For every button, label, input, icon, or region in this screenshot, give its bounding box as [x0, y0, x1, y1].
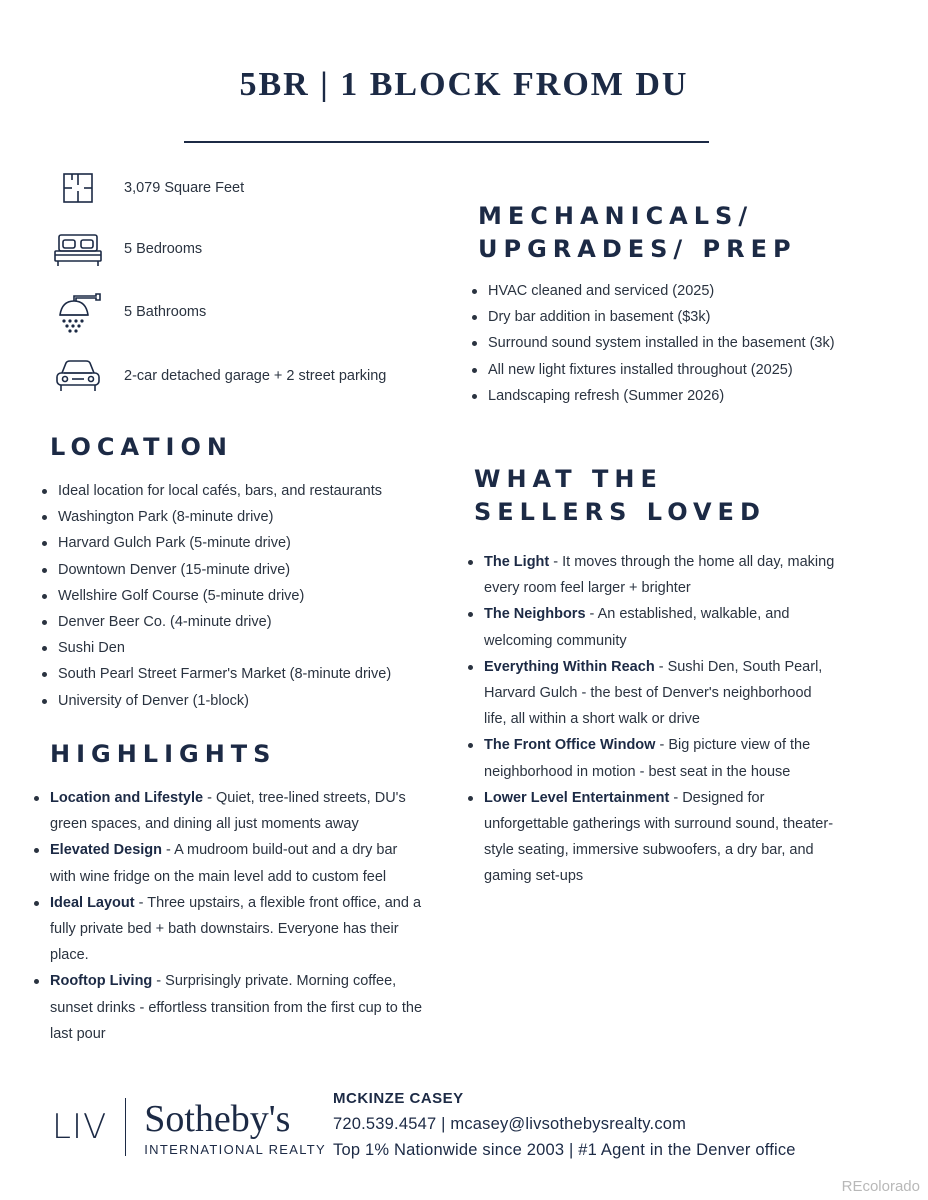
list-item: Dry bar addition in basement ($3k)	[470, 304, 910, 330]
logo-sothebys-block	[144, 1098, 326, 1157]
list-item	[466, 785, 838, 890]
agent-contact: 720.539.4547 | mcasey@livsothebysrealty.com	[333, 1115, 687, 1133]
item-title: Elevated Design	[50, 842, 163, 859]
list-item: Ideal location for local cafés, bars, and restaurants	[40, 478, 440, 504]
list-item	[466, 549, 838, 601]
item-text: - It moves through the home all day, making every room feel larger + brighter	[484, 554, 835, 597]
item-title: Rooftop Living	[50, 973, 153, 990]
item-title: The Front Office Window	[484, 737, 656, 754]
agent-tagline: Top 1% Nationwide since 2003 | #1 Agent in the Denver office	[333, 1141, 796, 1159]
item-title: The Neighbors	[484, 606, 586, 623]
feature-text: 2-car detached garage + 2 street parking	[124, 368, 387, 384]
item-title: Location and Lifestyle	[50, 790, 204, 806]
feature-text: 5 Bedrooms	[124, 241, 203, 257]
loved-list	[466, 549, 838, 890]
list-item: Surround sound system installed in the basement (3k)	[470, 330, 910, 356]
logo-divider	[125, 1098, 126, 1156]
feature-text: 3,079 Square Feet	[124, 180, 245, 196]
feature-parking	[50, 354, 386, 398]
location-heading: LOCATION	[50, 433, 233, 461]
agent-name: MCKINZE CASEY	[333, 1090, 464, 1107]
list-item	[32, 837, 424, 889]
list-item: Downtown Denver (15-minute drive)	[40, 557, 440, 583]
floorplan-icon	[50, 166, 106, 210]
list-item	[466, 654, 838, 733]
item-text: - Surprisingly private. Morning coffee, sunset drinks - effortless transition from the first cup to the last pour	[50, 973, 423, 1042]
mechanicals-list	[470, 278, 910, 409]
list-item: Sushi Den	[40, 635, 440, 661]
item-text: - A mudroom build-out and a dry bar with wine fridge on the main level add to custom feel	[50, 842, 398, 885]
item-title: Lower Level Entertainment	[484, 789, 670, 806]
heading-line: SELLERS LOVED	[474, 498, 766, 526]
title-divider	[184, 141, 709, 143]
item-text: - Sushi Den, South Pearl, Harvard Gulch - the best of Denver's neighborhood life, all within a short walk or drive	[484, 658, 823, 728]
page-title: 5BR | 1 BLOCK FROM DU	[239, 66, 689, 103]
loved-heading	[474, 463, 766, 529]
list-item: HVAC cleaned and serviced (2025)	[470, 278, 910, 304]
list-item: Harvard Gulch Park (5-minute drive)	[40, 530, 440, 556]
watermark: REcolorado	[841, 1178, 920, 1195]
list-item: All new light fixtures installed throughout (2025)	[470, 357, 910, 383]
item-text: - Quiet, tree-lined streets, DU's green spaces, and dining all just moments away	[50, 790, 406, 833]
heading-line: MECHANICALS/	[478, 202, 754, 230]
item-title: Ideal Layout	[50, 894, 135, 911]
list-item: University of Denver (1-block)	[40, 688, 440, 714]
feature-text: 5 Bathrooms	[124, 304, 207, 320]
list-item	[466, 601, 838, 653]
list-item	[32, 890, 424, 969]
item-text: - Designed for unforgettable gatherings with surround sound, theater-style seating, immersive subwoofers, a dry bar, and gaming set-ups	[484, 789, 834, 885]
logo-subtitle: INTERNATIONAL REALTY	[144, 1141, 327, 1157]
list-item	[32, 968, 424, 1047]
agent-info	[333, 1087, 796, 1163]
feature-bathrooms	[50, 290, 206, 334]
feature-bedrooms	[50, 227, 202, 271]
highlights-heading: HIGHLIGHTS	[50, 740, 277, 768]
list-item	[466, 732, 838, 784]
logo-sothebys: Sotheby's	[144, 1097, 291, 1140]
location-list	[40, 478, 440, 714]
item-text: - An established, walkable, and welcoming community	[484, 606, 790, 649]
list-item: Denver Beer Co. (4-minute drive)	[40, 609, 440, 635]
shower-icon	[50, 290, 106, 334]
heading-line: UPGRADES/ PREP	[478, 235, 797, 263]
list-item: Wellshire Golf Course (5-minute drive)	[40, 583, 440, 609]
item-title: Everything Within Reach	[484, 658, 655, 675]
item-text: - Three upstairs, a flexible front office, and a fully private bed + bath downstairs. Everyone has their place.	[50, 894, 422, 964]
list-item: South Pearl Street Farmer's Market (8-minute drive)	[40, 661, 440, 687]
car-icon	[50, 354, 106, 398]
item-title: The Light	[484, 554, 550, 570]
feature-square-feet	[50, 166, 244, 210]
list-item: Washington Park (8-minute drive)	[40, 504, 440, 530]
list-item: Landscaping refresh (Summer 2026)	[470, 383, 910, 409]
mechanicals-heading	[478, 200, 797, 266]
list-item	[32, 785, 424, 837]
heading-line: WHAT THE	[474, 465, 663, 493]
highlights-list	[32, 785, 424, 1047]
brokerage-logo	[52, 1095, 326, 1159]
bed-icon	[50, 227, 106, 271]
item-text: - Big picture view of the neighborhood in motion - best seat in the house	[484, 737, 811, 780]
logo-liv: LIV	[52, 1107, 108, 1147]
